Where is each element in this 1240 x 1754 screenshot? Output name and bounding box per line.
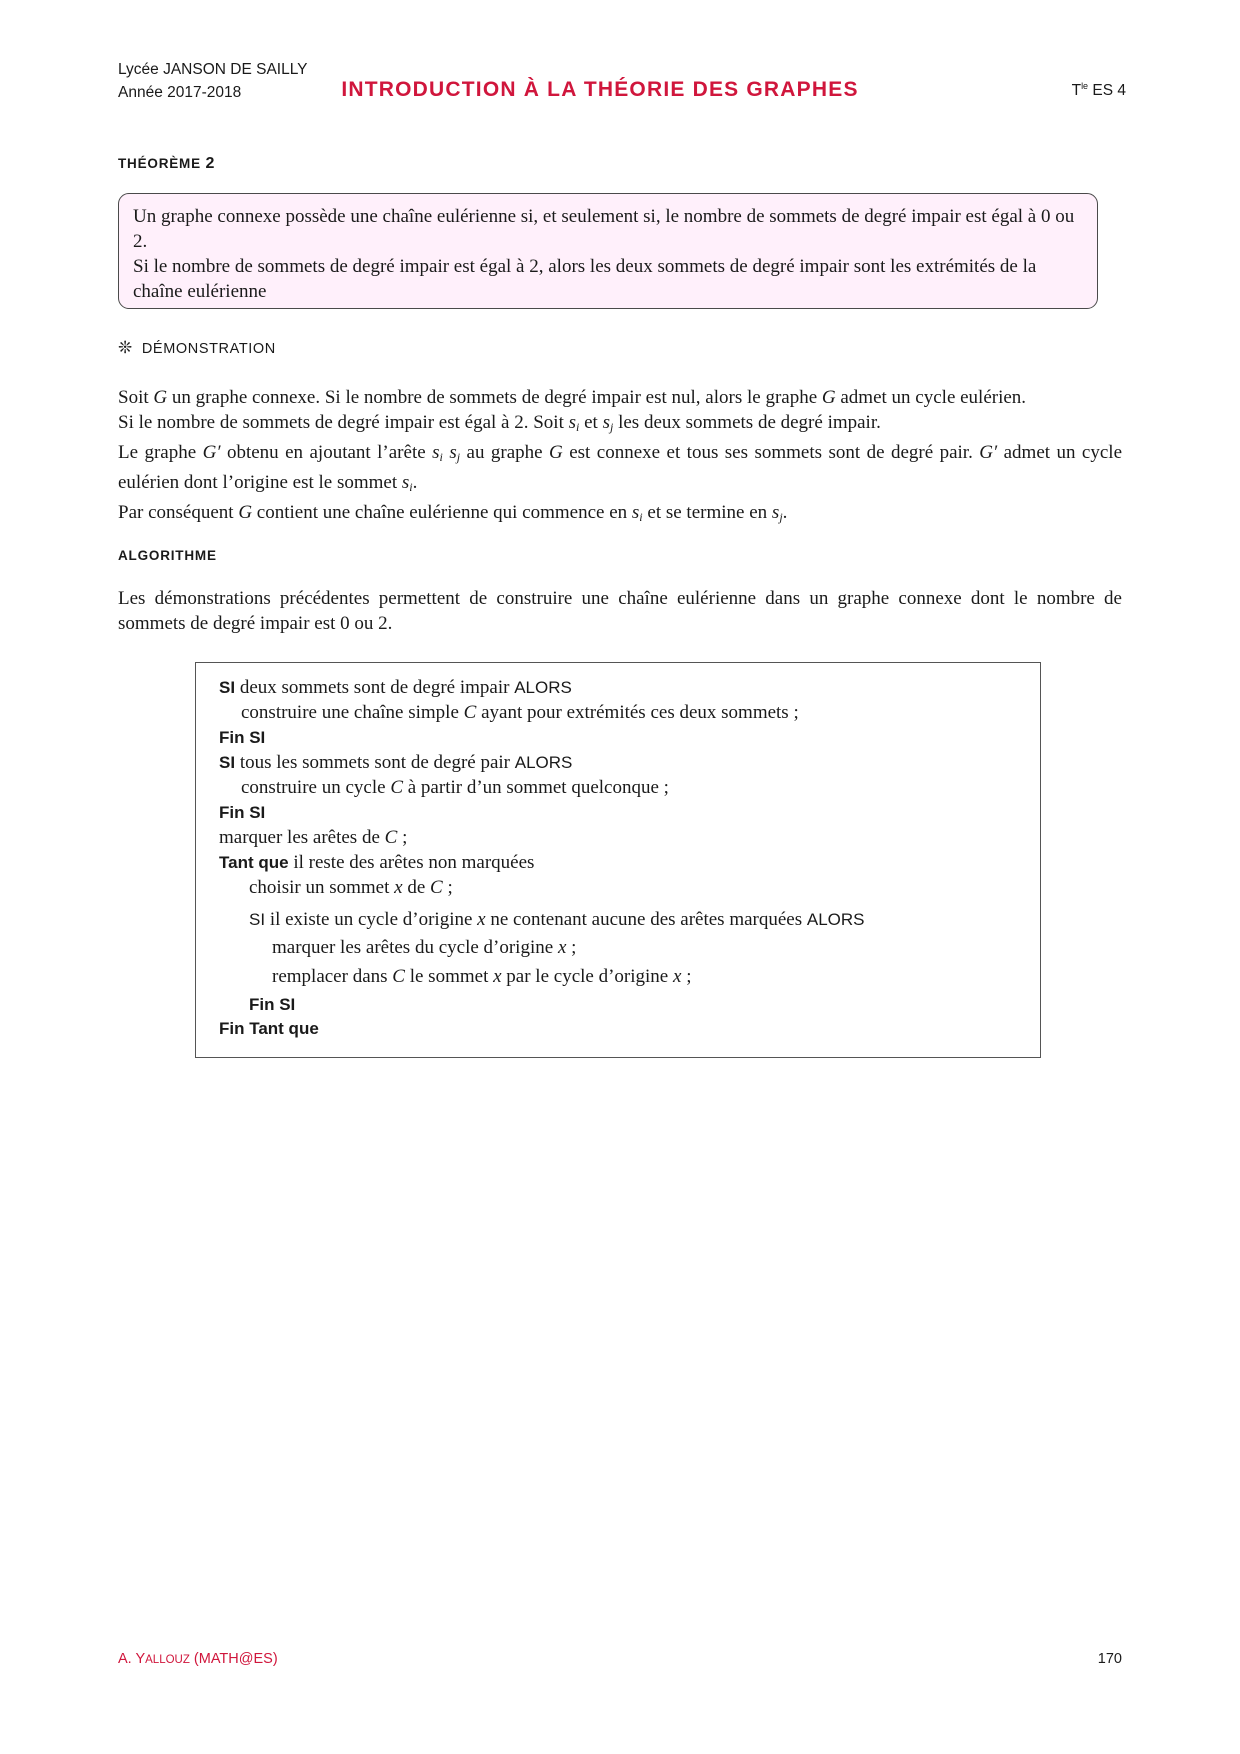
algo-line-9: choisir un sommet x de C ; xyxy=(249,877,453,898)
class-label: $T^{le}$ ES 4 xyxy=(1071,81,1126,100)
header-school-info xyxy=(118,58,308,104)
algorithm-box xyxy=(195,662,1041,1058)
algo-line-7: marquer les arêtes de C ; xyxy=(219,827,408,848)
demo-line-2: Si le nombre de sommets de degré impair est égal à 2. Soit $s_i$ et $s_j$ les deux sommets de degré impair. xyxy=(118,412,881,434)
page-number: 170 xyxy=(1097,1651,1122,1667)
theorem-statement-2: Si le nombre de sommets de degré impair est égal à 2, alors les deux sommets de degré impair sont les extrémités de la chaîne eulérienne xyxy=(133,256,1037,302)
algo-line-13: Fin SI xyxy=(249,995,296,1014)
page-title: INTRODUCTION À LA THÉORIE DES GRAPHES xyxy=(341,78,859,101)
algo-line-6: Fin SI xyxy=(219,803,266,822)
theorem-box xyxy=(118,193,1098,309)
theorem-statement-1: Un graphe connexe possède une chaîne eulérienne si, et seulement si, le nombre de sommets de degré impair est égal à 0 ou 2. xyxy=(133,206,1075,252)
algo-line-12: remplacer dans C le sommet x par le cycle d’origine x ; xyxy=(272,966,692,987)
footer-author: A. YALLOUZ (MATH@ES) xyxy=(118,1651,278,1667)
algo-line-5: construire un cycle C à partir d’un sommet quelconque ; xyxy=(241,777,669,798)
algo-line-3: Fin SI xyxy=(219,728,266,747)
demo-line-4: Par conséquent G contient une chaîne eulérienne qui commence en $s_i$ et se termine en $s_j$. xyxy=(118,502,788,524)
demo-line-3: Le graphe G′ obtenu en ajoutant l’arête $s_i$ $s_j$ au graphe G est connexe et tous ses sommets sont de degré pair. G′ admet un cycle eulérien dont l’origine est le sommet $s_i$. xyxy=(118,442,1123,494)
algo-line-8: Tant que il reste des arêtes non marquées xyxy=(219,852,535,873)
asterisk-icon: ❊ xyxy=(118,338,133,357)
school-year: Année 2017-2018 xyxy=(118,84,242,101)
school-name: Lycée JANSON DE SAILLY xyxy=(118,61,308,78)
algo-line-1: SI deux sommets sont de degré impair ALORS xyxy=(219,677,572,698)
algorithm-heading: ALGORITHME xyxy=(118,548,217,563)
algo-line-14: Fin Tant que xyxy=(219,1019,319,1038)
demonstration-text xyxy=(118,385,1122,530)
algo-line-11: marquer les arêtes du cycle d’origine x ; xyxy=(272,937,577,958)
algo-line-4: SI tous les sommets sont de degré pair ALORS xyxy=(219,752,573,773)
demonstration-heading: ❊ DÉMONSTRATION xyxy=(118,338,276,357)
algorithm-intro: Les démonstrations précédentes permettent de construire une chaîne eulérienne dans un graphe connexe dont le nombre de sommets de degré impair est 0 ou 2. xyxy=(118,588,1122,634)
demo-line-1: Soit G un graphe connexe. Si le nombre de sommets de degré impair est nul, alors le graphe G admet un cycle eulérien. xyxy=(118,387,1027,408)
algo-line-2: construire une chaîne simple C ayant pour extrémités ces deux sommets ; xyxy=(241,702,799,723)
algo-line-10: SI il existe un cycle d’origine x ne contenant aucune des arêtes marquées ALORS xyxy=(249,909,865,930)
theorem-heading: THÉORÈME 2 xyxy=(118,155,216,172)
